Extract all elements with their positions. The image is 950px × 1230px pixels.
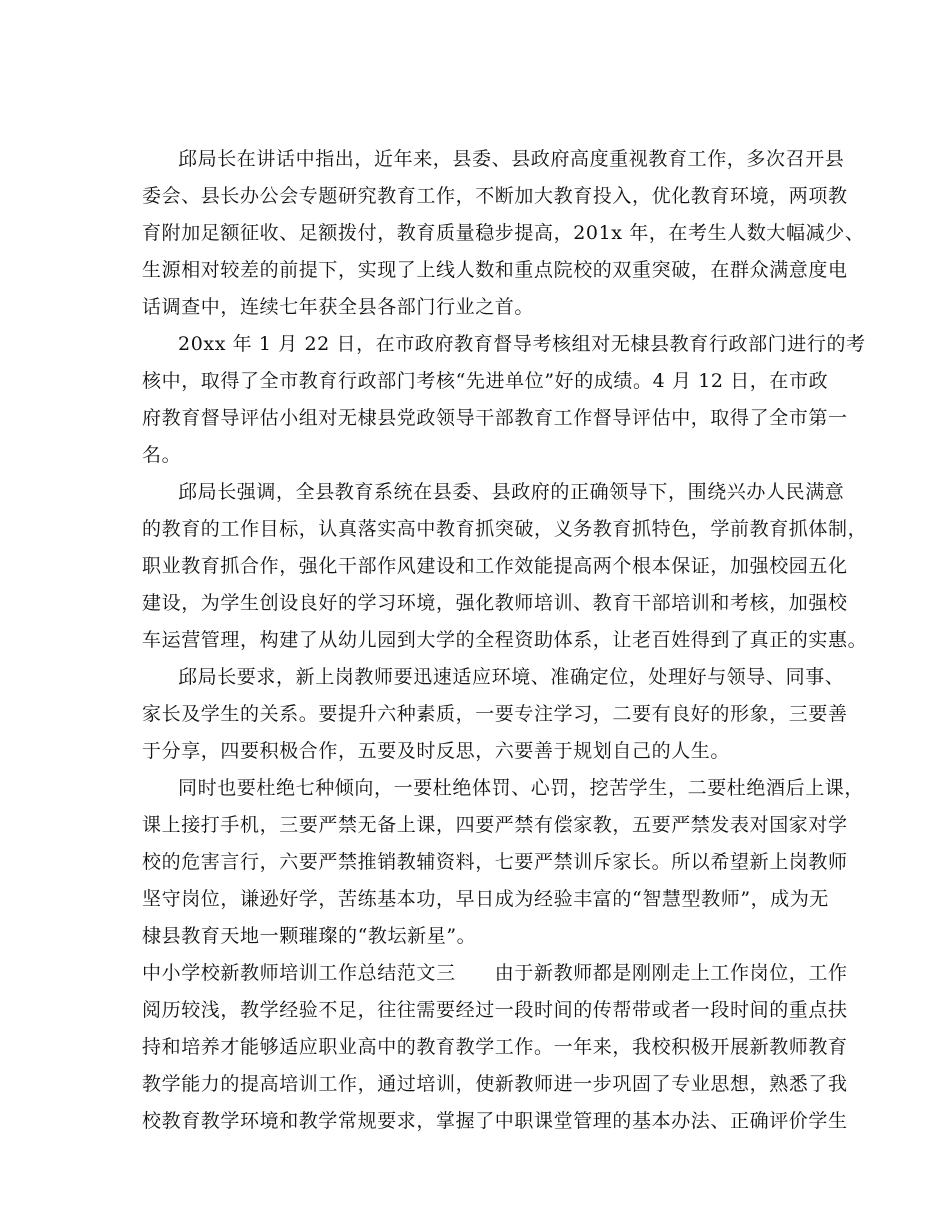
text-line: 持和培养才能够适应职业高中的教育教学工作。一年来，我校积极开展新教师教育 [142, 1036, 848, 1058]
text-line: 棣县教育天地一颗璀璨的“教坛新星”。 [142, 925, 477, 947]
text-line: 课上接打手机，三要严禁无备上课，四要严禁有偿家教，五要严禁发表对国家对学 [142, 814, 848, 836]
text-line: 邱局长在讲话中指出，近年来，县委、县政府高度重视教育工作，多次召开县 [178, 148, 845, 170]
text-line: 育附加足额征收、足额拨付，教育质量稳步提高，201x 年，在考生人数大幅减少、 [142, 222, 865, 244]
text-line: 阅历较浅，教学经验不足，往往需要经过一段时间的传帮带或者一段时间的重点扶 [142, 999, 848, 1021]
text-line: 中小学校新教师培训工作总结范文三 由于新教师都是刚刚走上工作岗位，工作 [142, 962, 848, 984]
text-line: 同时也要杜绝七种倾向，一要杜绝体罚、心罚，挖苦学生，二要杜绝酒后上课， [178, 777, 865, 799]
text-line: 邱局长要求，新上岗教师要迅速适应环境、准确定位，处理好与领导、同事、 [178, 666, 845, 688]
text-line: 府教育督导评估小组对无棣县党政领导干部教育工作督导评估中，取得了全市第一 [142, 407, 848, 429]
text-line: 坚守岗位，谦逊好学，苦练基本功，早日成为经验丰富的“智慧型教师”，成为无 [142, 888, 830, 910]
text-line: 核中，取得了全市教育行政部门考核“先进单位”好的成绩。4 月 12 日，在市政 [142, 370, 829, 392]
text-line: 20xx 年 1 月 22 日，在市政府教育督导考核组对无棣县教育行政部门进行的考 [178, 333, 866, 355]
text-line: 校的危害言行，六要严禁推销教辅资料，七要严禁训斥家长。所以希望新上岗教师 [142, 851, 848, 873]
text-line: 车运营管理，构建了从幼儿园到大学的全程资助体系，让老百姓得到了真正的实惠。 [142, 629, 868, 651]
text-line: 校教育教学环境和教学常规要求，掌握了中职课堂管理的基本办法、正确评价学生 [142, 1110, 848, 1132]
text-line: 委会、县长办公会专题研究教育工作，不断加大教育投入，优化教育环境，两项教 [142, 185, 848, 207]
text-line: 的教育的工作目标，认真落实高中教育抓突破，义务教育抓特色，学前教育抓体制， [142, 518, 868, 540]
text-line: 教学能力的提高培训工作，通过培训，使新教师进一步巩固了专业思想，熟悉了我 [142, 1073, 848, 1095]
text-line: 家长及学生的关系。要提升六种素质，一要专注学习，二要有良好的形象，三要善 [142, 703, 848, 725]
text-line: 话调查中，连续七年获全县各部门行业之首。 [142, 296, 535, 318]
text-line: 职业教育抓合作，强化干部作风建设和工作效能提高两个根本保证，加强校园五化 [142, 555, 848, 577]
text-line: 于分享，四要积极合作，五要及时反思，六要善于规划自己的人生。 [142, 740, 731, 762]
text-line: 名。 [142, 444, 182, 466]
text-line: 生源相对较差的前提下，实现了上线人数和重点院校的双重突破，在群众满意度电 [142, 259, 848, 281]
text-line: 建设，为学生创设良好的学习环境，强化教师培训、教育干部培训和考核，加强校 [142, 592, 848, 614]
text-line: 邱局长强调，全县教育系统在县委、县政府的正确领导下，围绕兴办人民满意 [178, 481, 845, 503]
